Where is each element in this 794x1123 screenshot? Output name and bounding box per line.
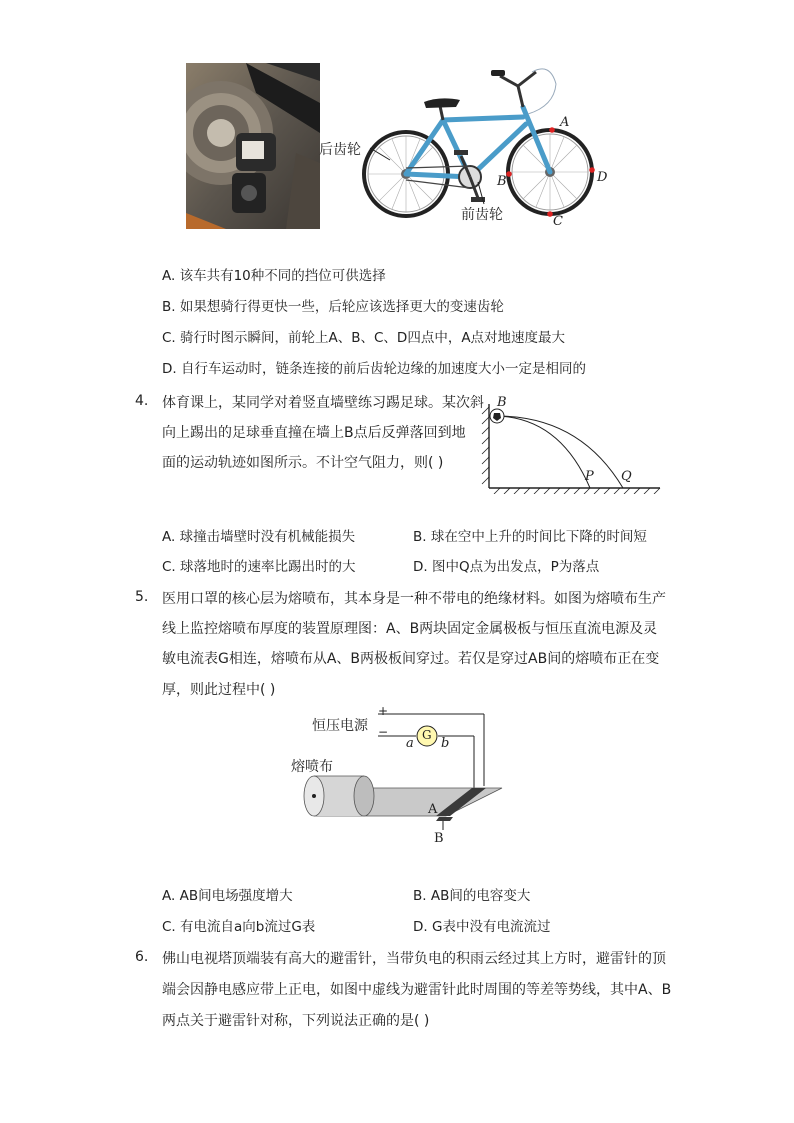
q3-option-d: D. 自行车运动时，链条连接的前后齿轮边缘的加速度大小一定是相同的 [162, 361, 586, 377]
q5-plate-b-label: B [434, 831, 444, 846]
q5-option-b: B. AB间的电容变大 [413, 888, 531, 904]
q6-number: 6. [135, 949, 149, 965]
q3-option-b: B. 如果想骑行得更快一些，后轮应该选择更大的变速齿轮 [162, 299, 504, 315]
q4-option-a: A. 球撞击墙壁时没有机械能损失 [162, 529, 356, 545]
q5-galvanometer-label: G [422, 728, 432, 742]
q5-fabric-label: 熔喷布 [291, 759, 333, 775]
q6-stem-line-3: 两点关于避雷针对称，下列说法正确的是( ) [162, 1013, 430, 1029]
q4-number: 4. [135, 393, 149, 409]
q5-plus-sign: + [378, 704, 389, 718]
point-label-d: D [597, 170, 608, 185]
q5-option-c: C. 有电流自a向b流过G表 [162, 919, 316, 935]
q5-stem-line-3: 敏电流表G相连，熔喷布从A、B两极板间穿过。若仅是穿过AB间的熔喷布正在变 [162, 651, 660, 667]
rear-derailleur-photo [186, 63, 320, 229]
q4-trajectory-diagram [480, 394, 662, 494]
q4-point-b-label: B [497, 395, 507, 410]
q5-option-a: A. AB间电场强度增大 [162, 888, 293, 904]
q5-plate-a-label: A [428, 802, 438, 817]
q5-stem-line-4: 厚，则此过程中( ) [162, 682, 276, 698]
q4-option-c: C. 球落地时的速率比踢出时的大 [162, 559, 356, 575]
q4-option-b: B. 球在空中上升的时间比下降的时间短 [413, 529, 647, 545]
q5-option-d: D. G表中没有电流流过 [413, 919, 551, 935]
q5-number: 5. [135, 589, 149, 605]
q3-option-a: A. 该车共有10种不同的挡位可供选择 [162, 268, 386, 284]
front-gear-label: 前齿轮 [461, 207, 503, 223]
q4-point-p-label: P [585, 469, 594, 484]
point-label-a: A [560, 115, 570, 130]
q3-option-c: C. 骑行时图示瞬间，前轮上A、B、C、D四点中，A点对地速度最大 [162, 330, 566, 346]
q5-stem-line-1: 医用口罩的核心层为熔喷布，其本身是一种不带电的绝缘材料。如图为熔喷布生产 [162, 591, 666, 607]
q4-option-d: D. 图中Q点为出发点，P为落点 [413, 559, 600, 575]
point-label-b: B [497, 174, 507, 189]
q4-stem-line-3: 面的运动轨迹如图所示。不计空气阻力，则( ) [162, 455, 444, 471]
q5-stem-line-2: 线上监控熔喷布厚度的装置原理图：A、B两块固定金属极板与恒压直流电源及灵 [162, 621, 658, 637]
q5-terminal-b-label: b [441, 736, 450, 751]
point-label-c: C [553, 214, 563, 229]
q4-point-q-label: Q [621, 469, 632, 484]
q5-minus-sign: − [378, 725, 389, 739]
rear-gear-label: 后齿轮 [319, 142, 361, 158]
q6-stem-line-2: 端会因静电感应带上正电，如图中虚线为避雷针此时周围的等差等势线，其中A、B [162, 982, 672, 998]
q5-power-supply-label: 恒压电源 [312, 718, 368, 734]
q4-stem-line-2: 向上踢出的足球垂直撞在墙上B点后反弹落回到地 [162, 425, 466, 441]
q5-terminal-a-label: a [406, 736, 414, 751]
q4-stem-line-1: 体育课上，某同学对着竖直墙壁练习踢足球。某次斜 [162, 395, 484, 411]
q6-stem-line-1: 佛山电视塔顶端装有高大的避雷针，当带负电的积雨云经过其上方时，避雷针的顶 [162, 951, 666, 967]
